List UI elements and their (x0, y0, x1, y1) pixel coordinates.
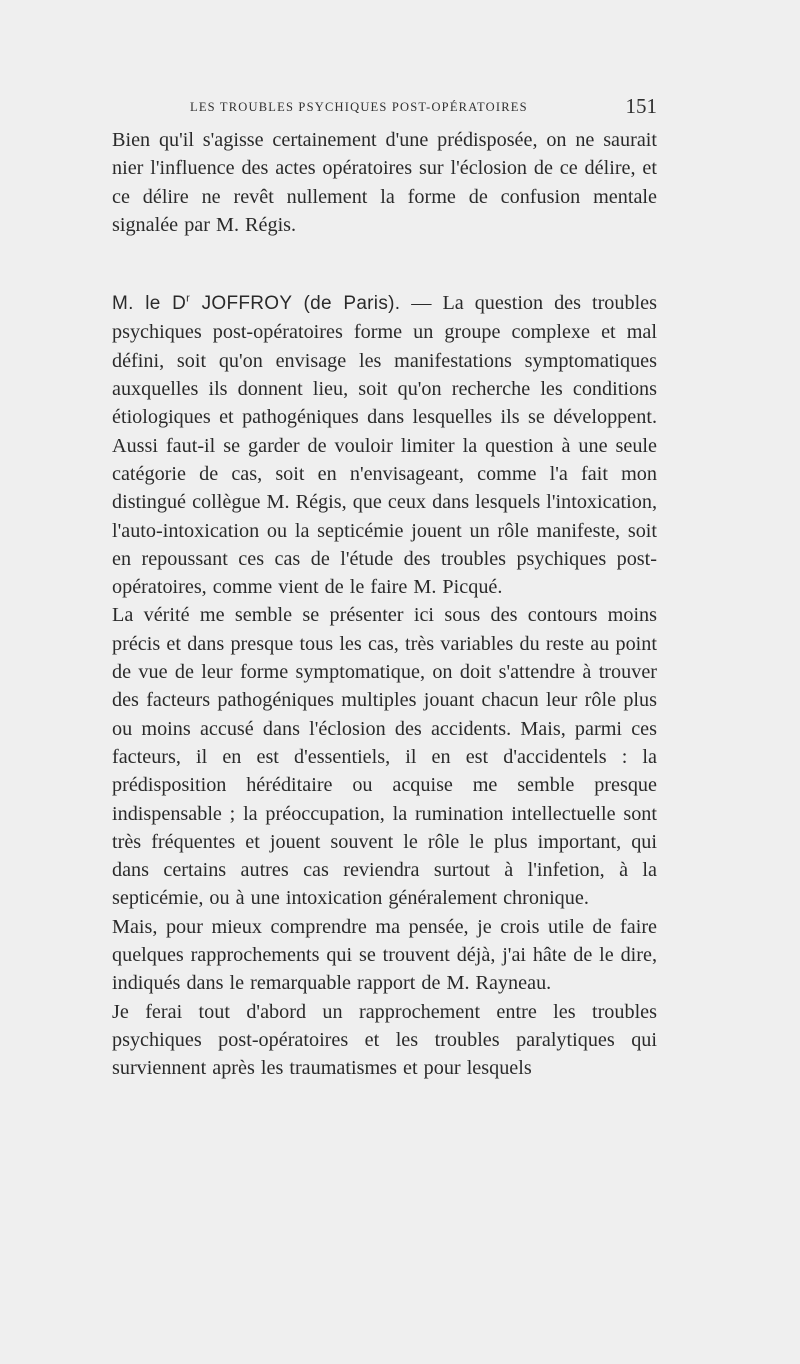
speaker-surname: JOFFROY (de Paris). (190, 293, 401, 315)
page-header (112, 94, 657, 124)
speaker-prefix: M. le D (112, 293, 187, 315)
page-number: 151 (625, 94, 657, 118)
speaker-name (112, 293, 400, 314)
paragraph-2 (112, 289, 657, 601)
paragraph-4: Mais, pour mieux comprendre ma pensée, je crois utile de faire quelques rapprochements qui se trouvent déjà, j'ai hâte de le dire, indiqués dans le remarquable rapport de M. Rayneau. (112, 915, 657, 995)
paragraph-5: Je ferai tout d'abord un rapprochement entre les troubles psychiques post-opératoires et les troubles paralytiques qui surviennent après les traumatismes et pour lesquels (112, 1000, 657, 1080)
paragraph-2-text: — La question des troubles psychiques post-opératoires forme un groupe complexe et mal défini, soit qu'on envisage les manifestations symptomatiques auxquelles ils donnent lieu, soit qu'on recherche les conditions étiologiques et pathogéniques dans lesquelles ils se développent. Aussi faut-il se garder de vouloir limiter la question à une seule catégorie de cas, soit en n'envisageant, comme l'a fait mon distingué collègue M. Régis, que ceux dans lesquels l'intoxication, l'auto-intoxication ou la septicémie jouent un rôle manifeste, soit en repoussant ces cas de l'étude des troubles psychiques post-opératoires, comme vient de le faire M. Picqué. (112, 292, 657, 599)
page-body (112, 126, 657, 1083)
speaker-superscript: r (186, 292, 191, 305)
running-head: LES TROUBLES PSYCHIQUES POST-OPÉRATOIRES (190, 100, 528, 114)
paragraph-1: Bien qu'il s'agisse certainement d'une prédisposée, on ne saurait nier l'influence des actes opératoires sur l'éclosion de ce délire, et ce délire ne revêt nullement la forme de confusion mentale signalée par M. Régis. (112, 129, 657, 236)
paragraph-3: La vérité me semble se présenter ici sous des contours moins précis et dans presque tous les cas, très variables du reste au point de vue de leur forme symptomatique, on doit s'attendre à trouver des facteurs pathogéniques multiples jouant chacun leur rôle plus ou moins accusé dans l'éclosion des accidents. Mais, parmi ces facteurs, il en est d'essentiels, il en est d'accidentels : la prédisposition héréditaire ou acquise me semble presque indispensable ; la préoccupation, la rumination intellectuelle sont très fréquentes et jouent souvent le rôle le plus important, qui dans certains autres cas reviendra surtout à l'infetion, à la septicémie, ou à une intoxication généralement chronique. (112, 604, 657, 910)
